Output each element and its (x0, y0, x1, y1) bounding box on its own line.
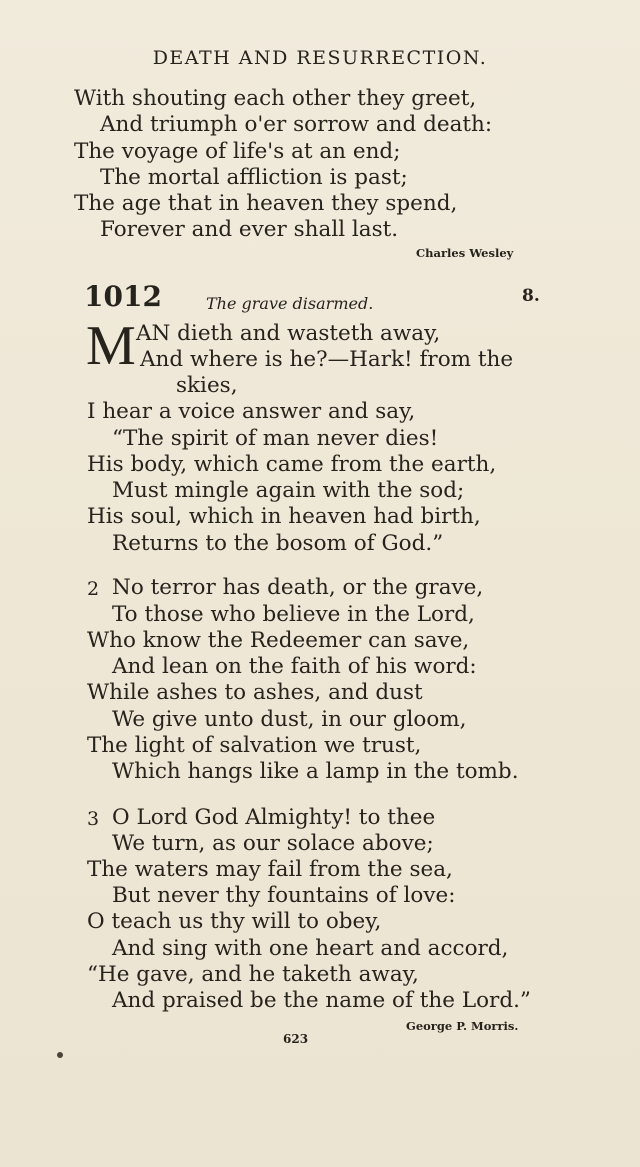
ink-speck (57, 1052, 63, 1058)
stanza2-line: And lean on the faith of his word: (112, 654, 477, 679)
hymn-meter: 8. (522, 286, 540, 306)
hymn-number: 1012 (84, 280, 162, 313)
hymn-author: George P. Morris. (406, 1019, 519, 1033)
drop-cap: M (86, 315, 136, 377)
stanza-number: 3 (87, 808, 100, 830)
stanza2-line: Who know the Redeemer can save, (87, 628, 470, 653)
stanza2-line: To those who believe in the Lord, (112, 602, 475, 627)
stanza1-line: “The spirit of man never dies! (112, 426, 439, 451)
stanza3-line: The waters may fail from the sea, (87, 857, 453, 882)
prev-hymn-line: Forever and ever shall last. (100, 217, 399, 242)
stanza1-line: His soul, which in heaven had birth, (87, 504, 481, 529)
stanza3-line: And praised be the name of the Lord.” (112, 988, 531, 1013)
prev-hymn-line: And triumph o'er sorrow and death: (100, 112, 493, 137)
stanza3-line: But never thy fountains of love: (112, 883, 456, 908)
stanza1-line: AN dieth and wasteth away, (136, 321, 441, 346)
stanza2-line: While ashes to ashes, and dust (87, 680, 423, 705)
prev-hymn-line: With shouting each other they greet, (74, 86, 477, 111)
stanza2-line: The light of salvation we trust, (87, 733, 422, 758)
prev-hymn-author: Charles Wesley (416, 246, 514, 260)
stanza1-line: Must mingle again with the sod; (112, 478, 465, 503)
prev-hymn-line: The voyage of life's at an end; (74, 139, 401, 164)
stanza3-line: We turn, as our solace above; (112, 831, 434, 856)
stanza3-line: O teach us thy will to obey, (87, 909, 382, 934)
stanza1-line: Returns to the bosom of God.” (112, 531, 444, 556)
stanza2-line: Which hangs like a lamp in the tomb. (112, 759, 519, 784)
hymn-title: The grave disarmed. (206, 294, 374, 313)
stanza1-line: skies, (176, 373, 238, 398)
stanza2-line: No terror has death, or the grave, (112, 575, 484, 600)
stanza2-line: We give unto dust, in our gloom, (112, 707, 467, 732)
stanza1-line: I hear a voice answer and say, (87, 399, 416, 424)
prev-hymn-line: The age that in heaven they spend, (74, 191, 458, 216)
stanza3-line: O Lord God Almighty! to thee (112, 805, 436, 830)
stanza1-line: His body, which came from the earth, (87, 452, 497, 477)
section-header: DEATH AND RESURRECTION. (152, 47, 488, 69)
stanza-number: 2 (87, 578, 100, 600)
stanza1-line: And where is he?—Hark! from the (140, 347, 514, 372)
stanza3-line: And sing with one heart and accord, (112, 936, 509, 961)
stanza3-line: “He gave, and he taketh away, (87, 962, 419, 987)
page-number: 623 (283, 1032, 309, 1046)
prev-hymn-line: The mortal affliction is past; (100, 165, 408, 190)
